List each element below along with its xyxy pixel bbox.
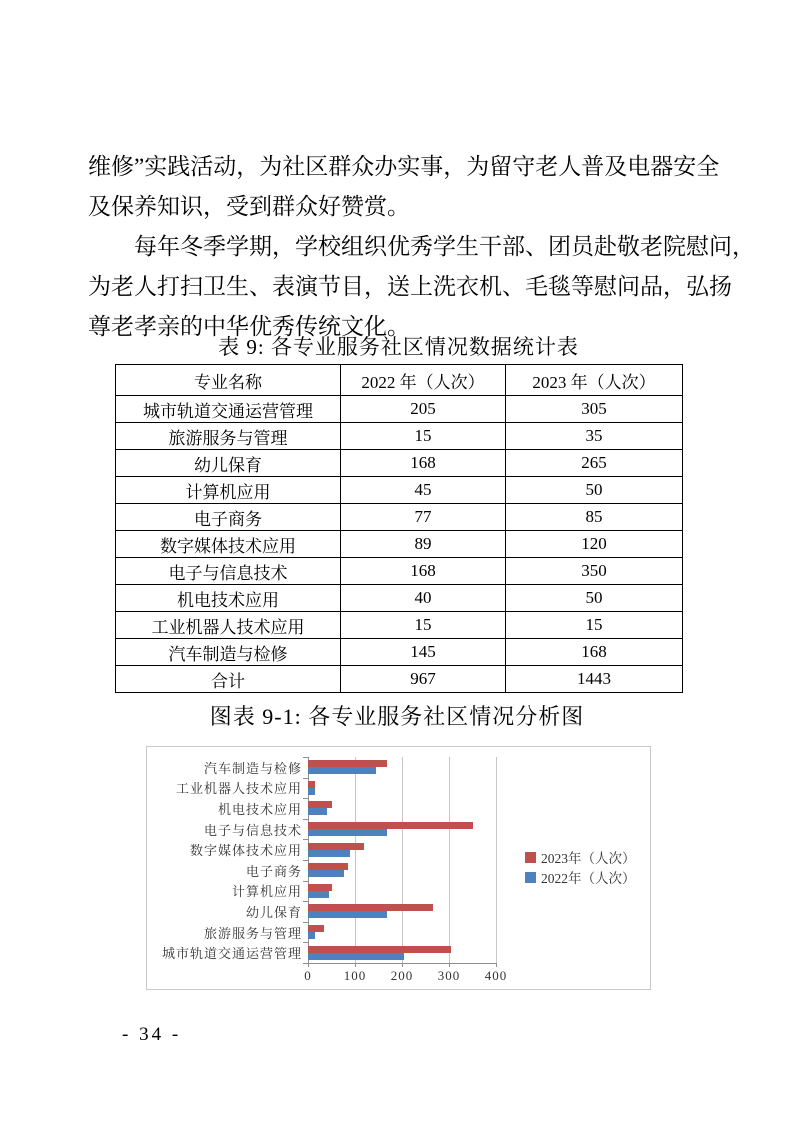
category-label: 计算机应用 (231, 884, 302, 900)
table-cell: 50 (506, 477, 683, 504)
table-row (116, 423, 683, 450)
chart-title: 图表 9-1: 各专业服务社区情况分析图 (209, 704, 585, 729)
table-row (116, 504, 683, 531)
table-cell: 15 (341, 612, 506, 639)
category-label: 汽车制造与检修 (203, 760, 302, 776)
category-label: 机电技术应用 (217, 801, 302, 817)
table-cell: 85 (506, 504, 683, 531)
text-line: 为老人打扫卫生、表演节目，送上洗衣机、毛毯等慰问品，弘扬 (88, 274, 732, 299)
chart-band (308, 839, 496, 860)
chart-plot-area (308, 757, 496, 964)
table-row (116, 639, 683, 666)
chart-band (308, 942, 496, 963)
x-tick-label: 200 (390, 968, 414, 983)
category-label: 数字媒体技术应用 (189, 843, 302, 859)
stats-table (115, 364, 683, 693)
table-cell: 205 (341, 396, 506, 423)
x-axis-tick (449, 963, 450, 967)
legend-label: 2022年（人次） (541, 871, 636, 886)
table-cell: 电子商务 (116, 504, 341, 531)
chart-bar (308, 808, 327, 815)
category-label: 电子与信息技术 (203, 822, 302, 838)
x-tick-label: 100 (343, 968, 367, 983)
chart-bar (308, 932, 315, 939)
table-row (116, 450, 683, 477)
table-row (116, 558, 683, 585)
text-line: 及保养知识，受到群众好赞赏。 (88, 194, 410, 219)
chart-bar (308, 767, 376, 774)
chart-bar (308, 911, 387, 918)
chart-bar (308, 904, 433, 911)
table-cell: 1443 (506, 666, 683, 693)
table-row (116, 396, 683, 423)
table-row (116, 666, 683, 693)
text-line: 每年冬季学期，学校组织优秀学生干部、团员赴敬老院慰问， (134, 234, 755, 259)
category-label: 工业机器人技术应用 (175, 781, 302, 797)
chart-gridline (496, 757, 497, 963)
table-cell: 35 (506, 423, 683, 450)
category-label: 城市轨道交通运营管理 (161, 946, 302, 962)
category-label: 幼儿保育 (245, 904, 302, 920)
chart-band (308, 881, 496, 902)
table-cell: 89 (341, 531, 506, 558)
table-row (116, 477, 683, 504)
x-tick-label: 0 (304, 968, 312, 983)
table-cell: 967 (341, 666, 506, 693)
table-cell: 168 (506, 639, 683, 666)
table-cell: 机电技术应用 (116, 585, 341, 612)
chart-category-labels (151, 757, 302, 963)
legend-swatch (525, 852, 536, 863)
table-cell: 工业机器人技术应用 (116, 612, 341, 639)
table-cell: 电子与信息技术 (116, 558, 341, 585)
table-cell: 15 (506, 612, 683, 639)
table-cell: 旅游服务与管理 (116, 423, 341, 450)
chart-band (308, 757, 496, 778)
x-axis-tick (402, 963, 403, 967)
table-title: 表 9: 各专业服务社区情况数据统计表 (218, 335, 579, 359)
bar-chart (146, 746, 651, 990)
chart-bar (308, 843, 364, 850)
table-cell: 城市轨道交通运营管理 (116, 396, 341, 423)
text-line: 维修”实践活动，为社区群众办实事，为留守老人普及电器安全 (88, 154, 720, 179)
table-cell: 265 (506, 450, 683, 477)
legend-item (525, 867, 636, 887)
x-tick-label: 300 (437, 968, 461, 983)
table-cell: 350 (506, 558, 683, 585)
table-cell: 幼儿保育 (116, 450, 341, 477)
chart-band (308, 922, 496, 943)
table-cell: 77 (341, 504, 506, 531)
table-cell: 合计 (116, 666, 341, 693)
table-header-row (116, 365, 683, 396)
table-header-cell: 专业名称 (116, 365, 341, 396)
table-row (116, 531, 683, 558)
x-axis-tick (496, 963, 497, 967)
chart-legend (525, 847, 636, 887)
chart-bar (308, 760, 387, 767)
chart-bar (308, 884, 332, 891)
category-label: 电子商务 (245, 863, 302, 879)
chart-bar (308, 788, 315, 795)
chart-bar (308, 925, 324, 932)
table-cell: 305 (506, 396, 683, 423)
table-cell: 15 (341, 423, 506, 450)
chart-band (308, 901, 496, 922)
chart-bar (308, 822, 473, 829)
chart-band (308, 860, 496, 881)
table-row (116, 612, 683, 639)
chart-bar (308, 891, 329, 898)
legend-label: 2023年（人次） (541, 851, 636, 866)
chart-bar (308, 946, 451, 953)
category-label: 旅游服务与管理 (203, 925, 302, 941)
table-cell: 汽车制造与检修 (116, 639, 341, 666)
paragraph-block (88, 147, 755, 347)
chart-bar (308, 953, 404, 960)
table-header-cell: 2022 年（人次） (341, 365, 506, 396)
legend-swatch (525, 872, 536, 883)
x-axis-tick (308, 963, 309, 967)
table-cell: 145 (341, 639, 506, 666)
chart-band (308, 819, 496, 840)
chart-bar (308, 801, 332, 808)
table-header-cell: 2023 年（人次） (506, 365, 683, 396)
chart-bar (308, 781, 315, 788)
chart-bar (308, 829, 387, 836)
table-cell: 168 (341, 558, 506, 585)
table-row (116, 585, 683, 612)
chart-bar (308, 850, 350, 857)
chart-bar (308, 870, 344, 877)
table-cell: 数字媒体技术应用 (116, 531, 341, 558)
legend-item (525, 847, 636, 867)
text-line: 尊老孝亲的中华优秀传统文化。 (88, 314, 410, 339)
table-cell: 168 (341, 450, 506, 477)
table-cell: 120 (506, 531, 683, 558)
x-tick-label: 400 (484, 968, 508, 983)
chart-bar (308, 863, 348, 870)
table-cell: 40 (341, 585, 506, 612)
page-number: - 34 - (122, 1024, 182, 1045)
x-axis-tick (355, 963, 356, 967)
table-cell: 计算机应用 (116, 477, 341, 504)
chart-band (308, 778, 496, 799)
table-cell: 50 (506, 585, 683, 612)
table-cell: 45 (341, 477, 506, 504)
chart-band (308, 798, 496, 819)
